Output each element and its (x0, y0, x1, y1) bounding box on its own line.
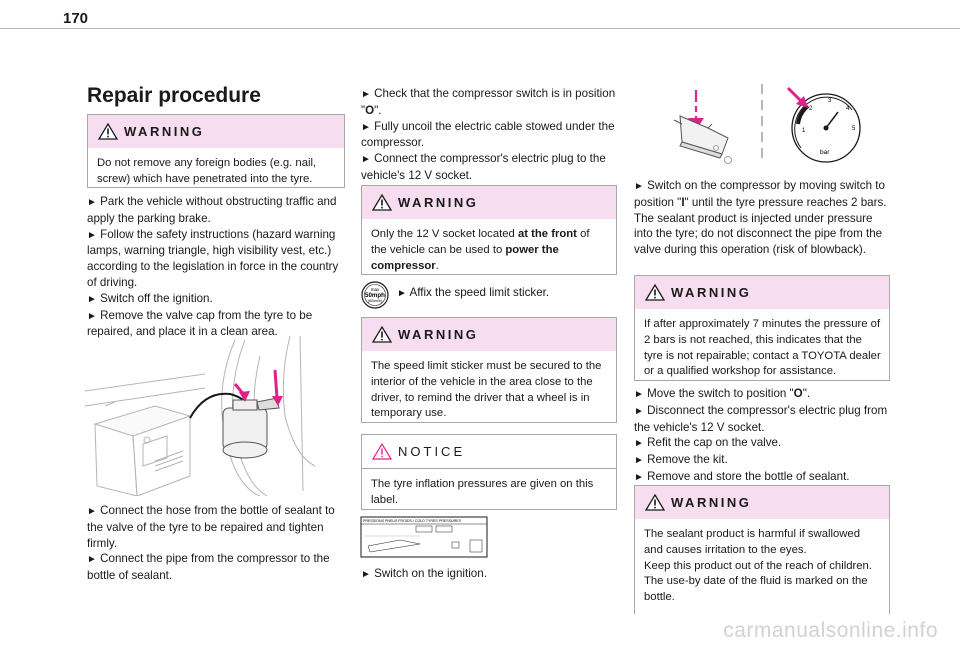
svg-text:5: 5 (852, 126, 856, 132)
page-title: Repair procedure (87, 84, 261, 107)
warning-text: The sealant product is harmful if swallowed and causes irritation to the eyes. Keep this product out of the reach of children. The use-by date of the fluid is marked on the bottle. (644, 528, 872, 604)
arrow-bullet-icon: ► (634, 438, 644, 450)
svg-text:3: 3 (828, 98, 832, 104)
arrow-bullet-icon: ► (87, 229, 97, 241)
list-item: ► Refit the cap on the valve. (634, 436, 782, 450)
tyre-pressure-label-illustration (360, 516, 488, 558)
svg-text:PRESSIONS PNEUS FROIDS / COLD: PRESSIONS PNEUS FROIDS / COLD TYRES PRESSURES (363, 519, 461, 523)
arrow-bullet-icon: ► (634, 471, 644, 483)
list-item: ► Connect the pipe from the compressor to the bottle of sealant. (87, 552, 330, 583)
arrow-bullet-icon: ► (87, 554, 97, 566)
arrow-bullet-icon: ► (87, 506, 97, 517)
list-item: ► Connect the hose from the bottle of sealant to the valve of the tyre to be repaired and tighten firmly. (87, 504, 335, 550)
list-item: ► Check that the compressor switch is in position "O". (361, 87, 616, 117)
arrow-bullet-icon: ► (361, 121, 371, 133)
arrow-bullet-icon: ► (634, 389, 644, 400)
warning-triangle-icon (98, 123, 118, 140)
svg-text:2: 2 (809, 106, 813, 112)
warning-title: WARNING (671, 495, 752, 510)
warning-box-speed-sticker (361, 317, 617, 423)
warning-title: WARNING (398, 195, 479, 210)
arrow-bullet-icon: ► (634, 181, 644, 192)
notice-text: The tyre inflation pressures are given on this label. (371, 478, 594, 506)
steps-block-1 (87, 194, 345, 340)
page-number: 170 (63, 10, 89, 27)
arrow-bullet-icon: ► (397, 288, 407, 299)
warning-text: Only the 12 V socket located at the front of the vehicle can be used to power the compressor. (371, 228, 590, 272)
notice-triangle-icon (372, 443, 392, 460)
warning-box-front-socket (361, 185, 617, 275)
arrow-bullet-icon: ► (361, 569, 371, 580)
list-item: ► Remove the valve cap from the tyre to be repaired, and place it in a clean area. (87, 308, 313, 339)
list-item: ► Disconnect the compressor's electric plug from the vehicle's 12 V socket. (634, 403, 888, 434)
list-item: ► Affix the speed limit sticker. (397, 286, 550, 299)
compressor-on-step (634, 178, 892, 258)
svg-text:4: 4 (846, 106, 850, 112)
arrow-bullet-icon: ► (87, 293, 97, 305)
list-item: ► Follow the safety instructions (hazard warning lamps, warning triangle, high visibility vest, etc.) according to the legislation in force in the country of driving. (87, 227, 339, 289)
list-item: ► Fully uncoil the electric cable stowed under the compressor. (361, 119, 615, 150)
svg-text:1: 1 (802, 128, 806, 134)
list-item: ► Move the switch to position "O". (634, 387, 811, 400)
list-item: ► Connect the compressor's electric plug to the vehicle's 12 V socket. (361, 152, 606, 182)
svg-text:(80km/h): (80km/h) (367, 299, 383, 303)
warning-title: WARNING (398, 327, 479, 342)
warning-triangle-icon (372, 194, 392, 211)
compressor-switch-and-gauge-illustration (668, 80, 878, 172)
warning-text: If after approximately 7 minutes the pressure of 2 bars is not reached, this indicates that the tyre is not repairable; contact a TOYOTA dealer or a qualified workshop for assistance. (644, 318, 881, 378)
warning-text: The speed limit sticker must be secured to the interior of the vehicle in the area close to the driver, to remind the driver that a wheel is in temporary use. (371, 360, 602, 420)
notice-box-tyre-pressures (361, 434, 617, 510)
list-item: ► Switch off the ignition. (87, 291, 213, 305)
list-item: ► Switch on the ignition. (361, 567, 487, 580)
list-item: ► Park the vehicle without obstructing traffic and apply the parking brake. (87, 195, 337, 225)
warning-title: WARNING (124, 124, 205, 139)
watermark: carmanualsonline.info (723, 619, 938, 642)
svg-text:50mph: 50mph (365, 292, 385, 299)
svg-text:bar: bar (820, 149, 830, 156)
sealant-connection-illustration (85, 336, 335, 496)
arrow-bullet-icon: ► (87, 310, 97, 322)
warning-triangle-icon (645, 284, 665, 301)
svg-text:max: max (370, 287, 380, 292)
warning-triangle-icon (645, 494, 665, 511)
steps-block-2 (87, 503, 345, 584)
warning-box-sealant-harmful (634, 485, 890, 626)
arrow-bullet-icon: ► (361, 154, 371, 166)
list-item: ► Switch on the compressor by moving switch to position "I" until the tyre pressure reaches 2 bars. The sealant product is injected under pressure into the tyre; do not disconnect the pipe from the valve during this operation (risk of blowback). (634, 179, 887, 257)
warning-text: Do not remove any foreign bodies (e.g. nail, screw) which have penetrated into the tyre. (97, 157, 317, 185)
speed-limit-sticker-icon (361, 281, 389, 309)
list-item: ► Remove the kit. (634, 453, 728, 467)
warning-triangle-icon (372, 326, 392, 343)
list-item: ► Remove and store the bottle of sealant. (634, 469, 850, 483)
header-divider (0, 28, 960, 29)
warning-box-foreign-bodies (87, 114, 345, 188)
arrow-bullet-icon: ► (634, 455, 644, 467)
notice-title: NOTICE (398, 444, 466, 459)
arrow-bullet-icon: ► (87, 197, 97, 208)
steps-block-4 (634, 386, 892, 486)
steps-block-3 (361, 86, 619, 184)
warning-title: WARNING (671, 285, 752, 300)
arrow-bullet-icon: ► (361, 89, 371, 100)
warning-box-pressure-not-reached (634, 275, 890, 381)
arrow-bullet-icon: ► (634, 405, 644, 417)
